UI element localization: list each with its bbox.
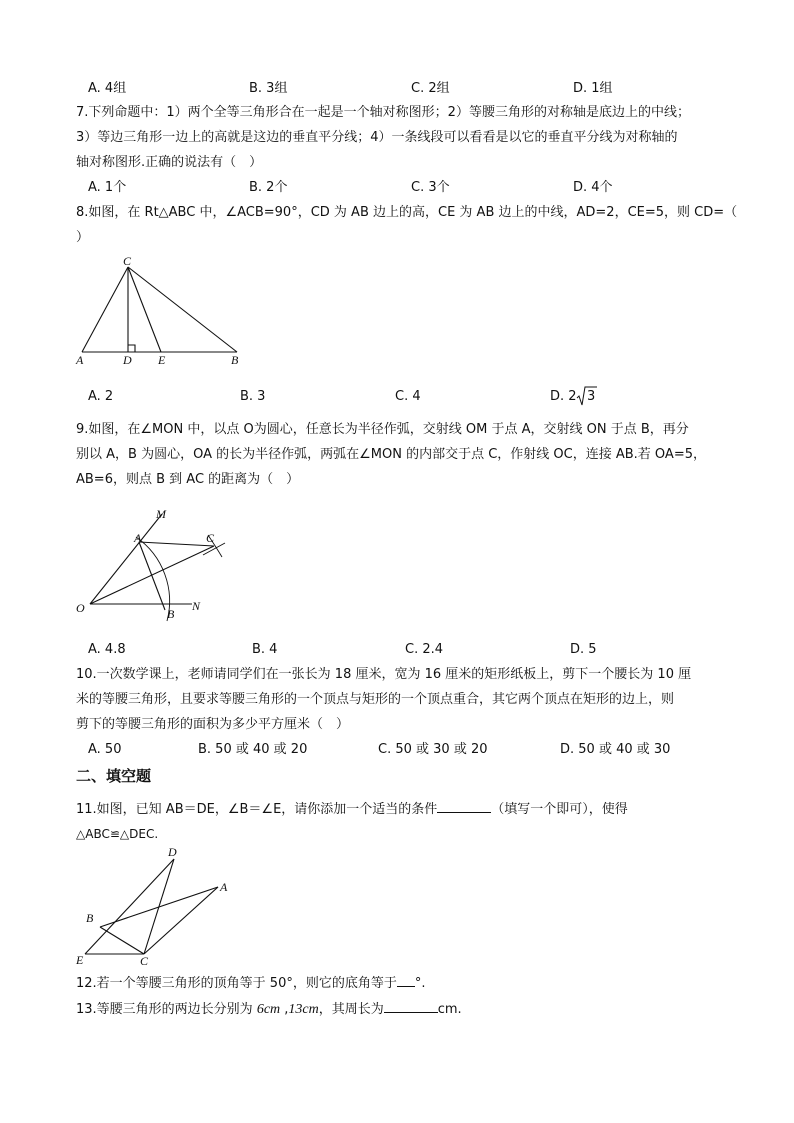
q13-value-2: 13cm	[288, 1002, 319, 1017]
q11-text-a: 11.如图，已知 AB＝DE，∠B＝∠E，请你添加一个适当的条件	[76, 802, 438, 817]
q13-line	[76, 1000, 462, 1018]
q7-option-c: C. 3个	[411, 180, 450, 195]
q6-option-c: C. 2组	[411, 81, 450, 96]
q13-separator: ,	[280, 1002, 289, 1017]
q9-option-d: D. 5	[570, 642, 597, 657]
q11-label-d: D	[168, 845, 177, 859]
q10-line-2: 米的等腰三角形，且要求等腰三角形的一个顶点与矩形的一个顶点重合，其它两个顶点在矩形的边上，则	[76, 692, 675, 707]
q11-text-b: （填写一个即可），使得	[491, 802, 628, 817]
q8-line-1: 8.如图，在 Rt△ABC 中，∠ACB=90°，CD 为 AB 边上的高，CE 为 AB 边上的中线，AD=2，CE=5，则 CD=（	[76, 205, 738, 220]
q8-option-c: C. 4	[395, 389, 421, 404]
q9-label-a: A	[134, 531, 142, 545]
q11-line-1	[76, 800, 628, 818]
q8-label-c: C	[123, 254, 132, 268]
q8-option-d-radicand: 3	[587, 389, 596, 404]
q9-figure	[72, 505, 242, 625]
q10-option-a: A. 50	[88, 742, 122, 757]
q8-label-a: A	[76, 353, 84, 367]
q10-option-c: C. 50 或 30 或 20	[378, 742, 488, 757]
q12-text-a: 12.若一个等腰三角形的顶角等于 50°，则它的底角等于	[76, 976, 397, 991]
q8-option-d-label: D. 2	[550, 389, 577, 404]
q9-line-3: AB=6，则点 B 到 AC 的距离为（ ）	[76, 472, 300, 487]
section-title-fill-in: 二、填空题	[76, 767, 152, 785]
q7-option-a: A. 1个	[88, 180, 127, 195]
q8-label-d: D	[123, 353, 132, 367]
q8-option-a: A. 2	[88, 389, 114, 404]
q13-text-a: 13.等腰三角形的两边长分别为	[76, 1002, 257, 1017]
q11-label-e: E	[76, 953, 84, 967]
q6-option-d: D. 1组	[573, 81, 613, 96]
q8-option-b: B. 3	[240, 389, 266, 404]
q8-label-b: B	[231, 353, 239, 367]
q6-option-b: B. 3组	[249, 81, 288, 96]
q7-line-1: 7.下列命题中：1）两个全等三角形合在一起是一个轴对称图形；2）等腰三角形的对称轴是底边上的中线；	[76, 105, 690, 120]
q9-option-c: C. 2.4	[405, 642, 444, 657]
q9-label-m: M	[156, 507, 166, 521]
q11-label-b: B	[86, 911, 94, 925]
q13-value-1: 6cm	[256, 1002, 281, 1017]
q11-answer-blank[interactable]	[437, 800, 491, 813]
q12-answer-blank[interactable]	[397, 974, 415, 987]
q7-line-2: 3）等边三角形一边上的高就是这边的垂直平分线；4）一条线段可以看看是以它的垂直平分线为对称轴的	[76, 130, 678, 145]
q10-line-1: 10.一次数学课上，老师请同学们在一张长为 18 厘米，宽为 16 厘米的矩形纸板上，剪下一个腰长为 10 厘	[76, 667, 692, 682]
q8-side-ac	[82, 267, 128, 352]
q10-option-b: B. 50 或 40 或 20	[198, 742, 308, 757]
q9-label-c: C	[206, 531, 215, 545]
q13-text-c: cm.	[437, 1002, 462, 1017]
q9-option-b: B. 4	[252, 642, 278, 657]
q11-line-2: △ABC≌△DEC.	[76, 827, 159, 841]
q9-segment-ac	[139, 542, 214, 546]
q11-label-a: A	[220, 880, 228, 894]
q10-line-3: 剪下的等腰三角形的面积为多少平方厘米（ ）	[76, 717, 350, 732]
q8-right-angle-mark	[128, 345, 135, 352]
q10-option-d: D. 50 或 40 或 30	[560, 742, 671, 757]
q7-line-3: 轴对称图形.正确的说法有（ ）	[76, 155, 263, 170]
q13-answer-blank[interactable]	[384, 1000, 438, 1013]
q9-label-o: O	[76, 601, 85, 615]
q7-option-d: D. 4个	[573, 180, 613, 195]
q12-text-b: °.	[414, 976, 426, 991]
q9-label-n: N	[192, 599, 201, 613]
q8-label-e: E	[158, 353, 166, 367]
q9-option-a: A. 4.8	[88, 642, 126, 657]
q11-figure	[72, 842, 242, 970]
q8-line-2: ）	[76, 230, 90, 245]
q8-option-d	[550, 389, 596, 405]
q9-label-b: B	[167, 607, 175, 621]
q11-label-c: C	[140, 954, 149, 968]
q9-line-2: 别以 A，B 为圆心，OA 的长为半径作弧，两弧在∠MON 的内部交于点 C，作射线 OC，连接 AB.若 OA=5，	[76, 447, 706, 462]
q6-option-a: A. 4组	[88, 81, 127, 96]
q8-figure	[74, 254, 254, 370]
q12-line	[76, 974, 426, 992]
q7-option-b: B. 2个	[249, 180, 288, 195]
q9-ray-om	[90, 514, 162, 604]
q13-text-b: ，其周长为	[318, 1002, 384, 1017]
q9-line-1: 9.如图，在∠MON 中，以点 O为圆心，任意长为半径作弧，交射线 OM 于点 A，交射线 ON 于点 B，再分	[76, 422, 689, 437]
